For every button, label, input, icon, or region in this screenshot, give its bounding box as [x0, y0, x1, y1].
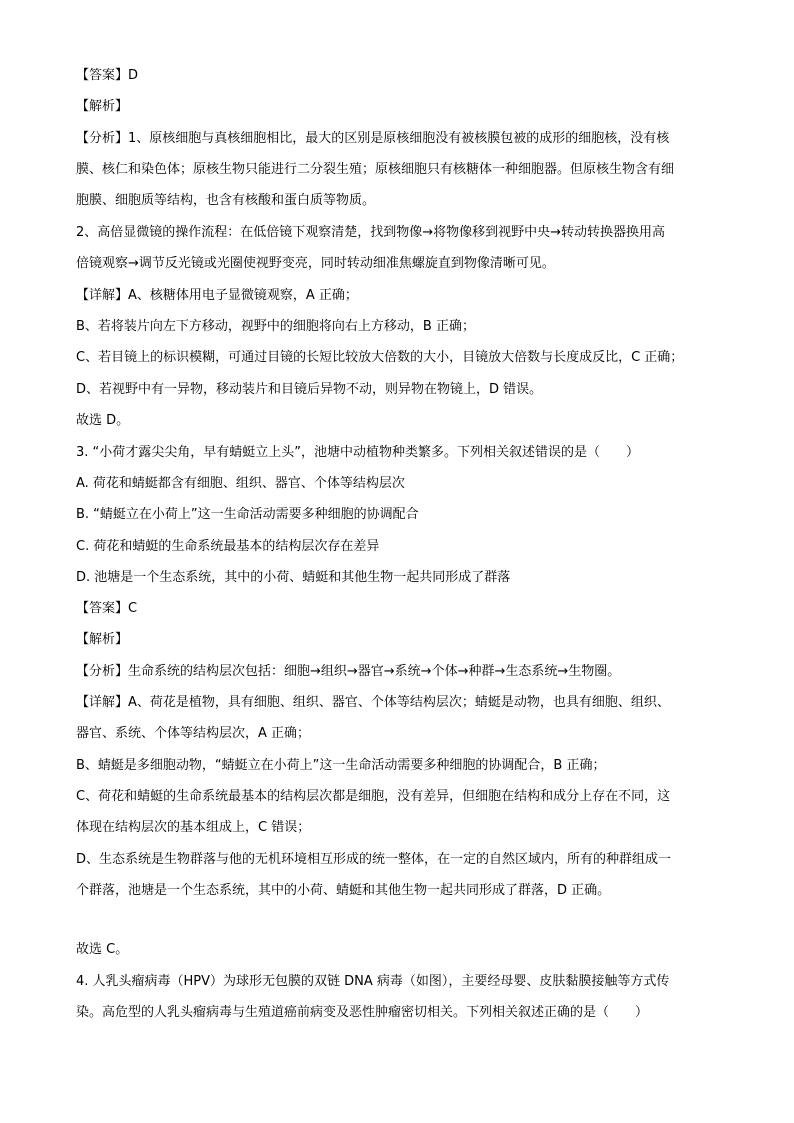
analysis-line: 倍镜观察→调节反光镜或光圈使视野变亮，同时转动细准焦螺旋直到物像清晰可见。	[76, 256, 555, 271]
question-4-stem: 4. 人乳头瘤病毒（HPV）为球形无包膜的双链 DNA 病毒（如图），主要经母婴、皮肤黏膜接触等方式传	[76, 974, 670, 989]
analysis-line: 2、高倍显微镜的操作流程：在低倍镜下观察清楚，找到物像→将物像移到视野中央→转动转换器换用高	[76, 225, 666, 240]
analysis-line: 胞膜、细胞质等结构，也含有核酸和蛋白质等物质。	[76, 193, 376, 208]
analysis-label-q3: 【解析】	[76, 632, 129, 647]
detail-line: 【详解】A、核糖体用电子显微镜观察，A 正确；	[76, 288, 358, 303]
detail-line: 体现在结构层次的基本组成上，C 错误；	[76, 820, 311, 835]
option-d: D. 池塘是一个生态系统，其中的小荷、蜻蜓和其他生物一起共同形成了群落	[76, 570, 511, 585]
question-3-stem: 3. “小荷才露尖尖角，早有蜻蜓立上头”，池塘中动植物种类繁多。下列相关叙述错误的是（ ）	[76, 445, 640, 460]
analysis-line: 膜、核仁和染色体；原核生物只能进行二分裂生殖；原核细胞只有核糖体一种细胞器。但原核生物含有细	[76, 162, 675, 177]
analysis-line: 【分析】生命系统的结构层次包括：细胞→组织→器官→系统→个体→种群→生态系统→生物圈。	[76, 664, 621, 679]
conclusion-line: 故选 D。	[76, 413, 130, 428]
answer-label-q3: 【答案】C	[76, 601, 138, 616]
detail-line: 器官、系统、个体等结构层次，A 正确；	[76, 726, 311, 741]
analysis-line: 【分析】1、原核细胞与真核细胞相比，最大的区别是原核细胞没有被核膜包被的成形的细胞核，没有核	[76, 131, 670, 146]
question-4-stem: 染。高危型的人乳头瘤病毒与生殖道癌前病变及恶性肿瘤密切相关。下列相关叙述正确的是（ ）	[76, 1005, 649, 1020]
detail-line: D、若视野中有一异物，移动装片和目镜后异物不动，则异物在物镜上，D 错误。	[76, 382, 543, 397]
detail-line: D、生态系统是生物群落与他的无机环境相互形成的统一整体，在一定的自然区域内，所有的种群组成一	[76, 852, 672, 867]
option-c: C. 荷花和蜻蜓的生命系统最基本的结构层次存在差异	[76, 539, 380, 554]
conclusion-line: 故选 C。	[76, 942, 129, 957]
detail-line: 【详解】A、荷花是植物，具有细胞、组织、器官、个体等结构层次；蜻蜓是动物，也具有细胞、组织、	[76, 695, 670, 710]
option-a: A. 荷花和蜻蜓都含有细胞、组织、器官、个体等结构层次	[76, 476, 405, 491]
detail-line: C、荷花和蜻蜓的生命系统最基本的结构层次都是细胞，没有差异，但细胞在结构和成分上存在不同，这	[76, 789, 671, 804]
detail-line: B、蜻蜓是多细胞动物，“蜻蜓立在小荷上”这一生命活动需要多种细胞的协调配合，B 正确；	[76, 758, 606, 773]
detail-line: C、若目镜上的标识模糊，可通过目镜的长短比较放大倍数的大小，目镜放大倍数与长度成反比，C 正确；	[76, 350, 684, 365]
answer-label-q2: 【答案】D	[76, 68, 139, 83]
option-b: B. “蜻蜓立在小荷上”这一生命活动需要多种细胞的协调配合	[76, 507, 419, 522]
detail-line: 个群落，池塘是一个生态系统，其中的小荷、蜻蜓和其他生物一起共同形成了群落，D 正确。	[76, 883, 611, 898]
analysis-label-q2: 【解析】	[76, 99, 129, 114]
detail-line: B、若将装片向左下方移动，视野中的细胞将向右上方移动，B 正确；	[76, 319, 475, 334]
